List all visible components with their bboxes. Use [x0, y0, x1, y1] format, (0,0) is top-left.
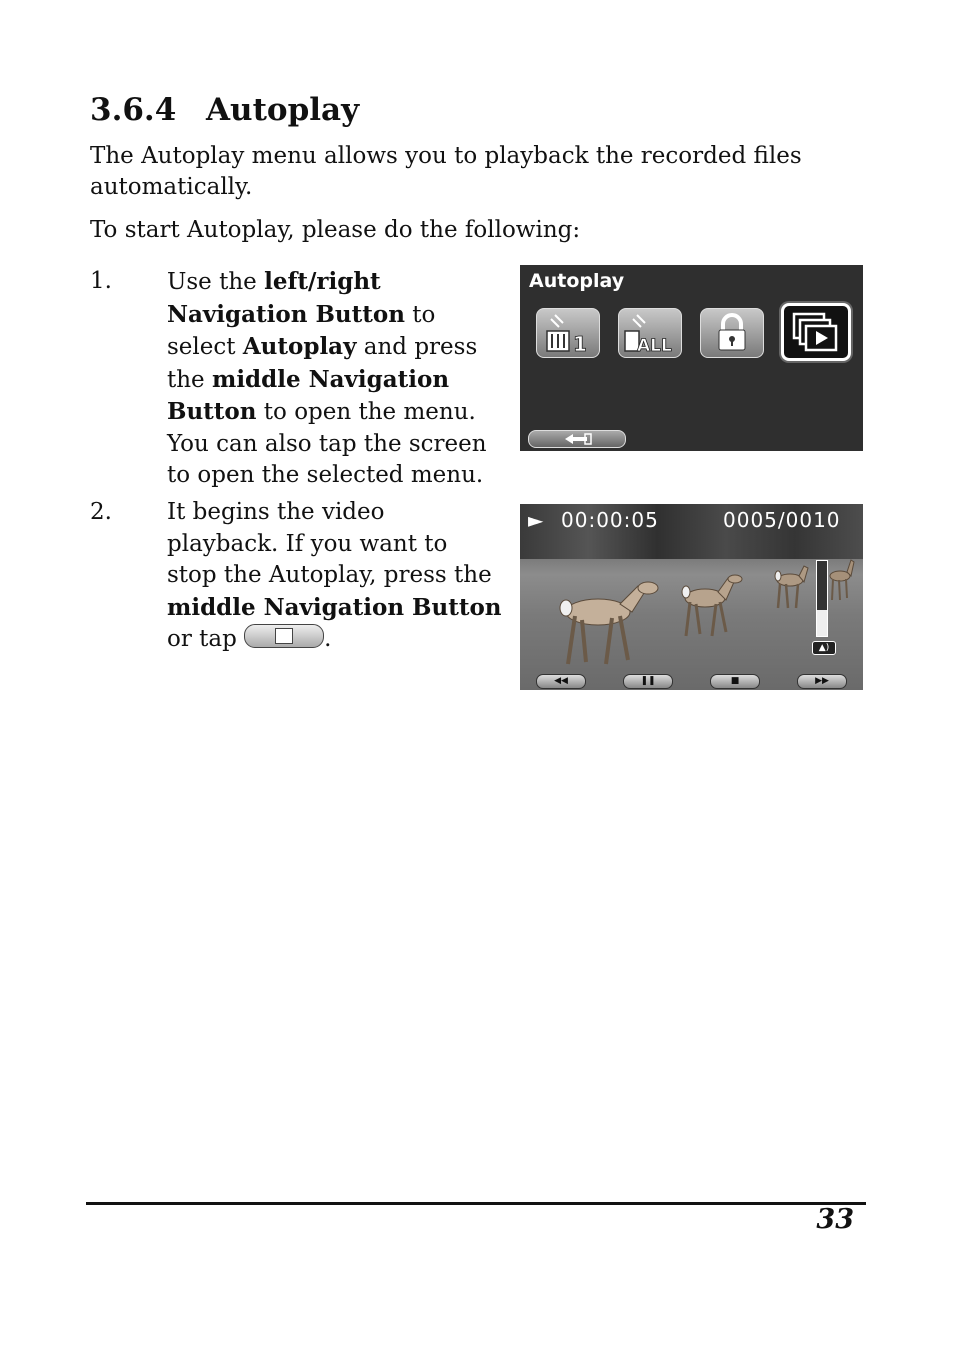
- playback-time: 00:00:05: [561, 508, 659, 532]
- speaker-icon[interactable]: ▲): [812, 641, 836, 655]
- step-1: [90, 266, 510, 486]
- protect-icon[interactable]: [700, 308, 764, 358]
- section-heading: [90, 92, 359, 128]
- previous-icon[interactable]: ◀◀: [536, 674, 586, 689]
- next-icon[interactable]: ▶▶: [797, 674, 847, 689]
- delete-all-icon[interactable]: [618, 308, 682, 358]
- pause-icon[interactable]: ❚❚: [623, 674, 673, 689]
- footer-rule: [86, 1202, 866, 1205]
- play-indicator-icon: ►: [528, 508, 545, 532]
- section-title: Autoplay: [206, 92, 360, 128]
- file-counter: 0005/0010: [723, 508, 841, 532]
- delete-one-icon[interactable]: [536, 308, 600, 358]
- menu-title: Autoplay: [529, 270, 625, 292]
- back-button[interactable]: [528, 430, 626, 448]
- lead-paragraph: To start Autoplay, please do the following:: [90, 217, 581, 243]
- step-2: [90, 497, 510, 657]
- step-text: Use the left/right Navigation Button to select Autoplay and press the middle Navigation Button to open the menu. You can also tap the screen to open the selected menu.: [167, 268, 487, 488]
- svg-text:1: 1: [573, 332, 587, 356]
- step-text: It begins the video playback. If you want to stop the Autoplay, press the middle Navigation Button or tap .: [167, 499, 502, 652]
- autoplay-menu-screenshot: [520, 265, 863, 451]
- svg-text:ALL: ALL: [637, 336, 672, 356]
- step-number: 1.: [90, 268, 112, 294]
- section-number: 3.6.4: [90, 92, 177, 128]
- stop-button-inline-icon: [244, 624, 324, 648]
- step-number: 2.: [90, 499, 112, 525]
- video-playback-screenshot: [520, 504, 863, 690]
- back-arrow-icon: [529, 431, 625, 447]
- stop-icon[interactable]: ■: [710, 674, 760, 689]
- autoplay-icon[interactable]: [781, 303, 851, 361]
- page-number: 33: [816, 1204, 854, 1235]
- volume-slider[interactable]: [816, 560, 828, 637]
- volume-level: [817, 610, 827, 636]
- intro-paragraph: The Autoplay menu allows you to playback the recorded files automatically.: [90, 143, 802, 200]
